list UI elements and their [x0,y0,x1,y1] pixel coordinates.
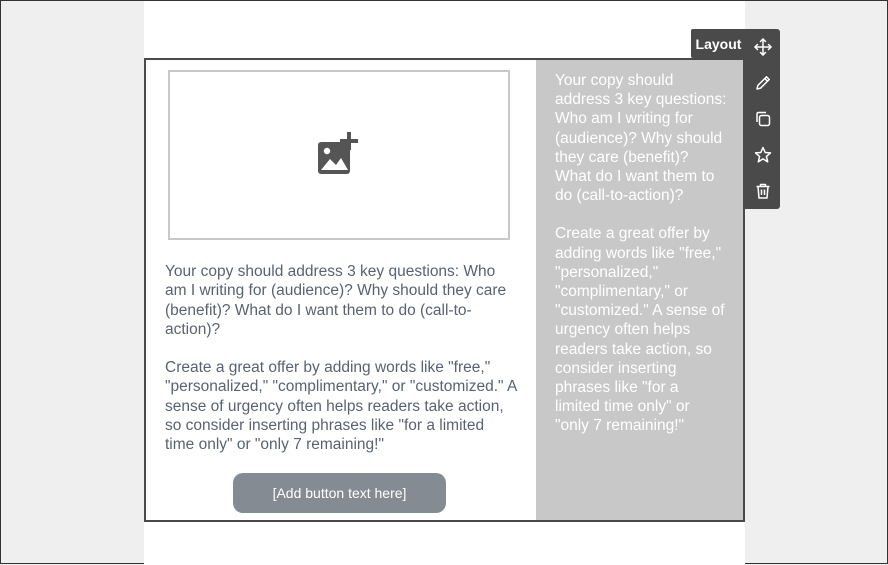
pencil-icon [754,74,772,92]
trash-icon [754,182,772,200]
right-body-text[interactable] [555,71,727,455]
left-column[interactable] [146,60,536,520]
layout-toolbar [745,29,780,209]
left-paragraph-2: Create a great offer by adding words like "free," "personalized," "complimentary," or "customized." A sense of urgency often helps readers take action, so consider inserting phrases like "for a limited time only" or "only 7 remaining!" [165,359,517,454]
left-paragraph-1: Your copy should address 3 key questions: Who am I writing for (audience)? Why should they care (benefit)? What do I want them to do (call-to-action)? [165,263,507,338]
move-icon [754,38,772,56]
copy-icon [754,110,772,128]
image-placeholder[interactable] [168,70,510,240]
move-button[interactable] [745,29,780,65]
duplicate-button[interactable] [745,101,780,137]
left-body-text[interactable] [165,262,517,474]
delete-button[interactable] [745,173,780,209]
star-icon [754,146,772,164]
add-image-icon[interactable] [316,132,362,178]
favorite-button[interactable] [745,137,780,173]
edit-button[interactable] [745,65,780,101]
layout-block[interactable] [144,58,745,522]
add-button-text-button[interactable]: [Add button text here] [233,473,446,513]
right-column[interactable] [536,60,743,520]
layout-label: Layout [691,29,746,58]
right-paragraph-2: Create a great offer by adding words like "free," "personalized," "complimentary," or "customized." A sense of urgency often helps readers take action, so consider inserting phrases like "for a limited time only" or "only 7 remaining!" [555,225,725,435]
right-paragraph-1: Your copy should address 3 key questions: Who am I writing for (audience)? Why should they care (benefit)? What do I want them to do (call-to-action)? [555,72,727,205]
